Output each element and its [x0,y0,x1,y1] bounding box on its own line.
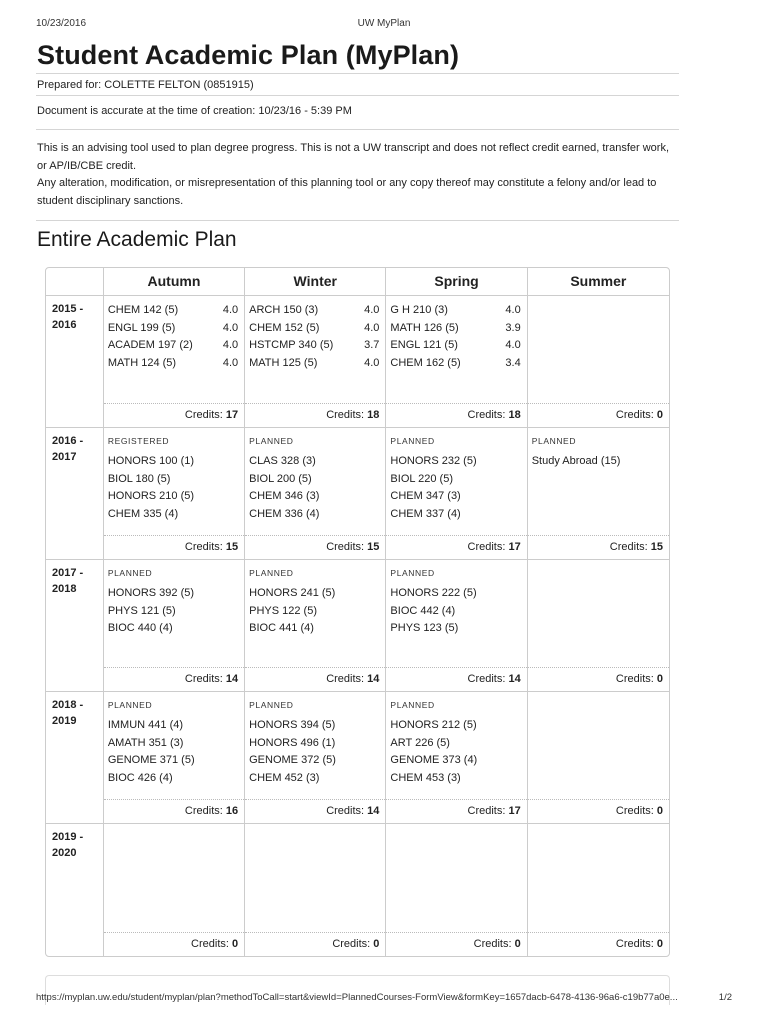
course-name: BIOL 200 (5) [249,472,312,485]
credits-value: 17 [508,805,521,817]
course-name: HONORS 100 (1) [107,455,195,467]
course-item [249,585,379,603]
page-url: https://myplan.uw.edu/student/myplan/plan?methodToCall=start&viewId=PlannedCourses-FormView&formKey=1657dacb-6478-4136-96a6-c19b77a0e... [36,992,678,1003]
term-credits [386,535,526,559]
course-name: AMATH 351 (3) [107,736,184,749]
term-cell-summer [528,560,669,691]
course-item [108,355,238,373]
term-cell-winter [245,296,386,427]
term-cell-winter [245,560,386,691]
course-item [108,603,238,621]
course-list [249,585,379,638]
credits-label: Credits: [609,541,651,553]
term-cell-winter [245,824,386,956]
course-name: PHYS 121 (5) [107,604,176,617]
course-item [390,620,520,638]
course-name: HONORS 212 (5) [390,719,477,731]
year-row [46,296,669,428]
academic-year-label [46,428,104,559]
term-credits [528,535,669,559]
course-name: CHEM 162 (5) [390,356,461,369]
academic-year-label [46,824,104,956]
course-item [390,770,520,788]
prepared-label: Prepared for: [37,79,105,91]
course-name: CHEM 152 (5) [249,321,320,334]
course-item [108,488,238,506]
course-name: ENGL 199 (5) [107,321,176,334]
year-start: 2015 - [52,303,84,315]
credits-label: Credits: [615,673,657,685]
course-name: GENOME 372 (5) [249,754,336,766]
term-credits [104,403,244,427]
term-status: PLANNED [531,436,577,446]
credits-value: 14 [367,673,380,685]
term-cell-winter [245,428,386,559]
course-list [390,453,520,523]
year-end: 2016 [52,319,77,331]
title-divider [36,73,679,74]
term-cell-autumn [104,560,245,691]
course-name: HONORS 394 (5) [249,719,336,731]
term-status: PLANNED [107,700,153,710]
disclaimer [37,140,677,210]
quarter-header-spring: Spring [386,268,527,295]
credits-label: Credits: [326,805,368,817]
term-credits [104,535,244,559]
term-credits [386,932,526,956]
term-cell-spring [386,824,527,956]
page-number: 1/2 [718,992,732,1003]
page-title: Student Academic Plan (MyPlan) [37,40,460,70]
credits-label: Credits: [184,409,226,421]
term-cell-summer [528,692,669,823]
course-item [390,506,520,524]
course-list [249,453,379,523]
course-item [249,717,379,735]
course-list [249,717,379,787]
credits-value: 0 [656,409,663,421]
credits-value: 18 [367,409,380,421]
term-credits [245,799,385,823]
credits-label: Credits: [467,673,509,685]
student-name: COLETTE FELTON (0851915) [104,79,254,91]
section-title: Entire Academic Plan [37,228,237,251]
course-name: HSTCMP 340 (5) [249,339,334,351]
term-cell-summer [528,824,669,956]
disclaimer-sanctions: Any alteration, modification, or misrepresentation of this planning tool or any copy thereof may constitute a felony and/or lead to student disciplinary sanctions. [37,177,657,207]
credits-label: Credits: [467,541,509,553]
credits-label: Credits: [615,805,657,817]
credits-value: 14 [508,673,521,685]
course-item [108,717,238,735]
term-credits [245,535,385,559]
course-name: HONORS 210 (5) [107,490,195,502]
course-item [390,302,520,320]
course-item [249,770,379,788]
course-item [249,603,379,621]
term-credits [245,667,385,691]
year-row [46,692,669,824]
print-page-title: UW MyPlan [357,18,411,29]
course-list [108,302,238,372]
year-start: 2018 - [52,699,84,711]
course-item [108,471,238,489]
course-grade: 4.0 [364,356,380,369]
course-name: CHEM 335 (4) [107,507,179,520]
term-credits [245,932,385,956]
course-name: CHEM 453 (3) [390,771,461,784]
course-list [108,717,238,787]
print-footer [36,992,732,1006]
credits-label: Credits: [326,541,368,553]
quarter-header-autumn: Autumn [104,268,245,295]
course-grade: 3.7 [364,339,380,351]
course-item [390,717,520,735]
course-name: HONORS 496 (1) [249,736,336,749]
course-name: HONORS 392 (5) [107,587,195,599]
year-row [46,428,669,560]
course-list [390,585,520,638]
course-item [249,453,379,471]
course-name: CHEM 336 (4) [249,507,320,520]
credits-value: 14 [367,805,380,817]
term-cell-spring [386,428,527,559]
course-name: GENOME 373 (4) [390,754,478,766]
course-grade: 4.0 [222,339,239,351]
course-name: PHYS 123 (5) [390,622,459,634]
term-credits [528,403,669,427]
academic-year-label [46,692,104,823]
course-name: MATH 124 (5) [107,356,177,369]
course-list [390,302,520,372]
course-name: CLAS 328 (3) [249,455,316,467]
course-item [108,320,238,338]
course-item [390,355,520,373]
course-item [390,337,520,355]
course-name: BIOC 426 (4) [107,771,173,784]
credits-value: 16 [225,805,239,817]
course-name: HONORS 241 (5) [249,587,336,599]
course-item [249,320,379,338]
course-name: MATH 125 (5) [249,356,318,369]
course-grade: 4.0 [364,304,380,316]
credits-label: Credits: [184,805,226,817]
course-name: MATH 126 (5) [390,321,459,334]
course-grade: 4.0 [364,321,380,334]
course-name: CHEM 452 (3) [249,771,320,784]
course-grade: 3.4 [505,356,521,369]
credits-label: Credits: [184,541,226,553]
course-item [108,620,238,638]
course-item [390,603,520,621]
credits-value: 14 [225,673,239,685]
quarter-header-summer: Summer [570,273,627,289]
year-end: 2018 [52,583,77,595]
year-start: 2017 - [52,567,84,579]
course-grade: 4.0 [222,321,239,334]
year-end: 2020 [52,847,77,859]
accuracy-note [37,105,352,117]
course-name: BIOC 440 (4) [107,622,173,634]
course-name: IMMUN 441 (4) [107,719,184,731]
prepared-for [37,79,254,91]
course-name: BIOL 180 (5) [107,472,171,485]
credits-value: 15 [367,541,380,553]
course-grade: 4.0 [222,356,239,369]
term-credits [528,932,669,956]
credits-value: 17 [508,541,521,553]
course-name: ARCH 150 (3) [249,304,319,316]
course-item [249,302,379,320]
course-item [390,488,520,506]
term-cell-summer [528,428,669,559]
credits-value: 15 [650,541,663,553]
course-item [390,752,520,770]
term-status: PLANNED [249,700,294,710]
term-cell-spring [386,560,527,691]
quarter-header-row [46,268,669,296]
course-list [108,453,238,523]
print-date: 10/23/2016 [36,18,87,29]
course-name: HONORS 222 (5) [390,587,477,599]
term-status: REGISTERED [107,436,170,446]
year-header-cell [46,268,104,295]
credits-value: 0 [656,673,663,685]
term-credits [528,667,669,691]
credits-value: 0 [514,938,521,950]
creation-timestamp: 10/23/16 - 5:39 PM [258,105,352,117]
accuracy-divider [36,129,679,130]
academic-plan-table [45,267,670,957]
course-item [108,337,238,355]
course-item [108,752,238,770]
course-item [249,471,379,489]
disclaimer-transcript: This is an advising tool used to plan degree progress. This is not a UW transcript and does not reflect credit earned, transfer work, or AP/IB/CBE credit. [37,142,670,172]
credits-value: 17 [225,409,239,421]
course-list [532,453,663,471]
term-cell-autumn [104,428,245,559]
term-cell-winter [245,692,386,823]
course-name: BIOC 441 (4) [249,622,314,634]
credits-value: 18 [508,409,521,421]
credits-label: Credits: [615,409,657,421]
course-name: PHYS 122 (5) [249,604,317,617]
course-name: CHEM 346 (3) [249,490,320,502]
term-status: PLANNED [390,568,435,578]
credits-value: 0 [373,938,380,950]
term-credits [386,403,526,427]
course-name: BIOC 442 (4) [390,604,456,617]
prepared-divider [36,95,679,96]
term-cell-autumn [104,824,245,956]
course-name: ACADEM 197 (2) [107,339,193,351]
print-header [36,18,732,32]
course-item [249,506,379,524]
course-item [108,585,238,603]
term-credits [386,799,526,823]
accuracy-label: Document is accurate at the time of creation: [37,105,259,117]
term-status: PLANNED [249,436,294,446]
course-name: CHEM 337 (4) [390,507,461,520]
term-status: PLANNED [107,568,153,578]
course-item [108,735,238,753]
course-name: ENGL 121 (5) [390,339,458,351]
year-start: 2016 - [52,435,84,447]
course-item [390,471,520,489]
term-credits [386,667,526,691]
course-name: Study Abroad (15) [531,455,621,467]
term-cell-autumn [104,692,245,823]
course-item [532,453,663,471]
term-cell-summer [528,296,669,427]
term-status: PLANNED [390,436,435,446]
quarter-header-winter: Winter [245,268,386,295]
course-grade: 4.0 [505,339,521,351]
term-status: PLANNED [390,700,435,710]
course-name: HONORS 232 (5) [390,455,477,467]
course-item [390,320,520,338]
year-end: 2019 [52,715,77,727]
academic-year-label [46,560,104,691]
disclaimer-divider [36,220,679,221]
course-item [108,770,238,788]
credits-value: 0 [656,938,663,950]
course-item [249,355,379,373]
credits-label: Credits: [184,673,226,685]
term-credits [528,799,669,823]
course-item [108,453,238,471]
course-list [249,302,379,372]
term-cell-autumn [104,296,245,427]
course-list [390,717,520,787]
credits-value: 0 [232,938,239,950]
course-item [249,735,379,753]
credits-label: Credits: [467,409,509,421]
course-grade: 3.9 [505,321,521,334]
course-name: ART 226 (5) [390,736,450,749]
term-credits [245,403,385,427]
course-name: GENOME 371 (5) [107,754,195,766]
term-credits [104,799,244,823]
course-item [108,302,238,320]
credits-value: 15 [225,541,239,553]
year-row [46,824,669,956]
course-list [108,585,238,638]
credits-label: Credits: [326,409,368,421]
course-item [390,453,520,471]
course-name: CHEM 347 (3) [390,490,461,502]
academic-year-label [46,296,104,427]
course-item [249,620,379,638]
year-start: 2019 - [52,831,84,843]
course-item [108,506,238,524]
course-name: CHEM 142 (5) [107,304,179,316]
course-item [249,488,379,506]
term-cell-spring [386,296,527,427]
credits-label: Credits: [332,938,374,950]
credits-label: Credits: [473,938,515,950]
course-grade: 4.0 [505,304,521,316]
course-grade: 4.0 [222,304,239,316]
term-credits [104,932,244,956]
course-item [390,735,520,753]
year-end: 2017 [52,451,77,463]
course-item [390,585,520,603]
credits-label: Credits: [615,938,657,950]
course-name: G H 210 (3) [390,304,448,316]
credits-label: Credits: [467,805,509,817]
credits-label: Credits: [326,673,368,685]
course-item [249,752,379,770]
term-credits [104,667,244,691]
term-cell-spring [386,692,527,823]
credits-value: 0 [656,805,663,817]
credits-label: Credits: [191,938,232,950]
year-row [46,560,669,692]
term-status: PLANNED [249,568,294,578]
course-item [249,337,379,355]
course-name: BIOL 220 (5) [390,472,453,485]
